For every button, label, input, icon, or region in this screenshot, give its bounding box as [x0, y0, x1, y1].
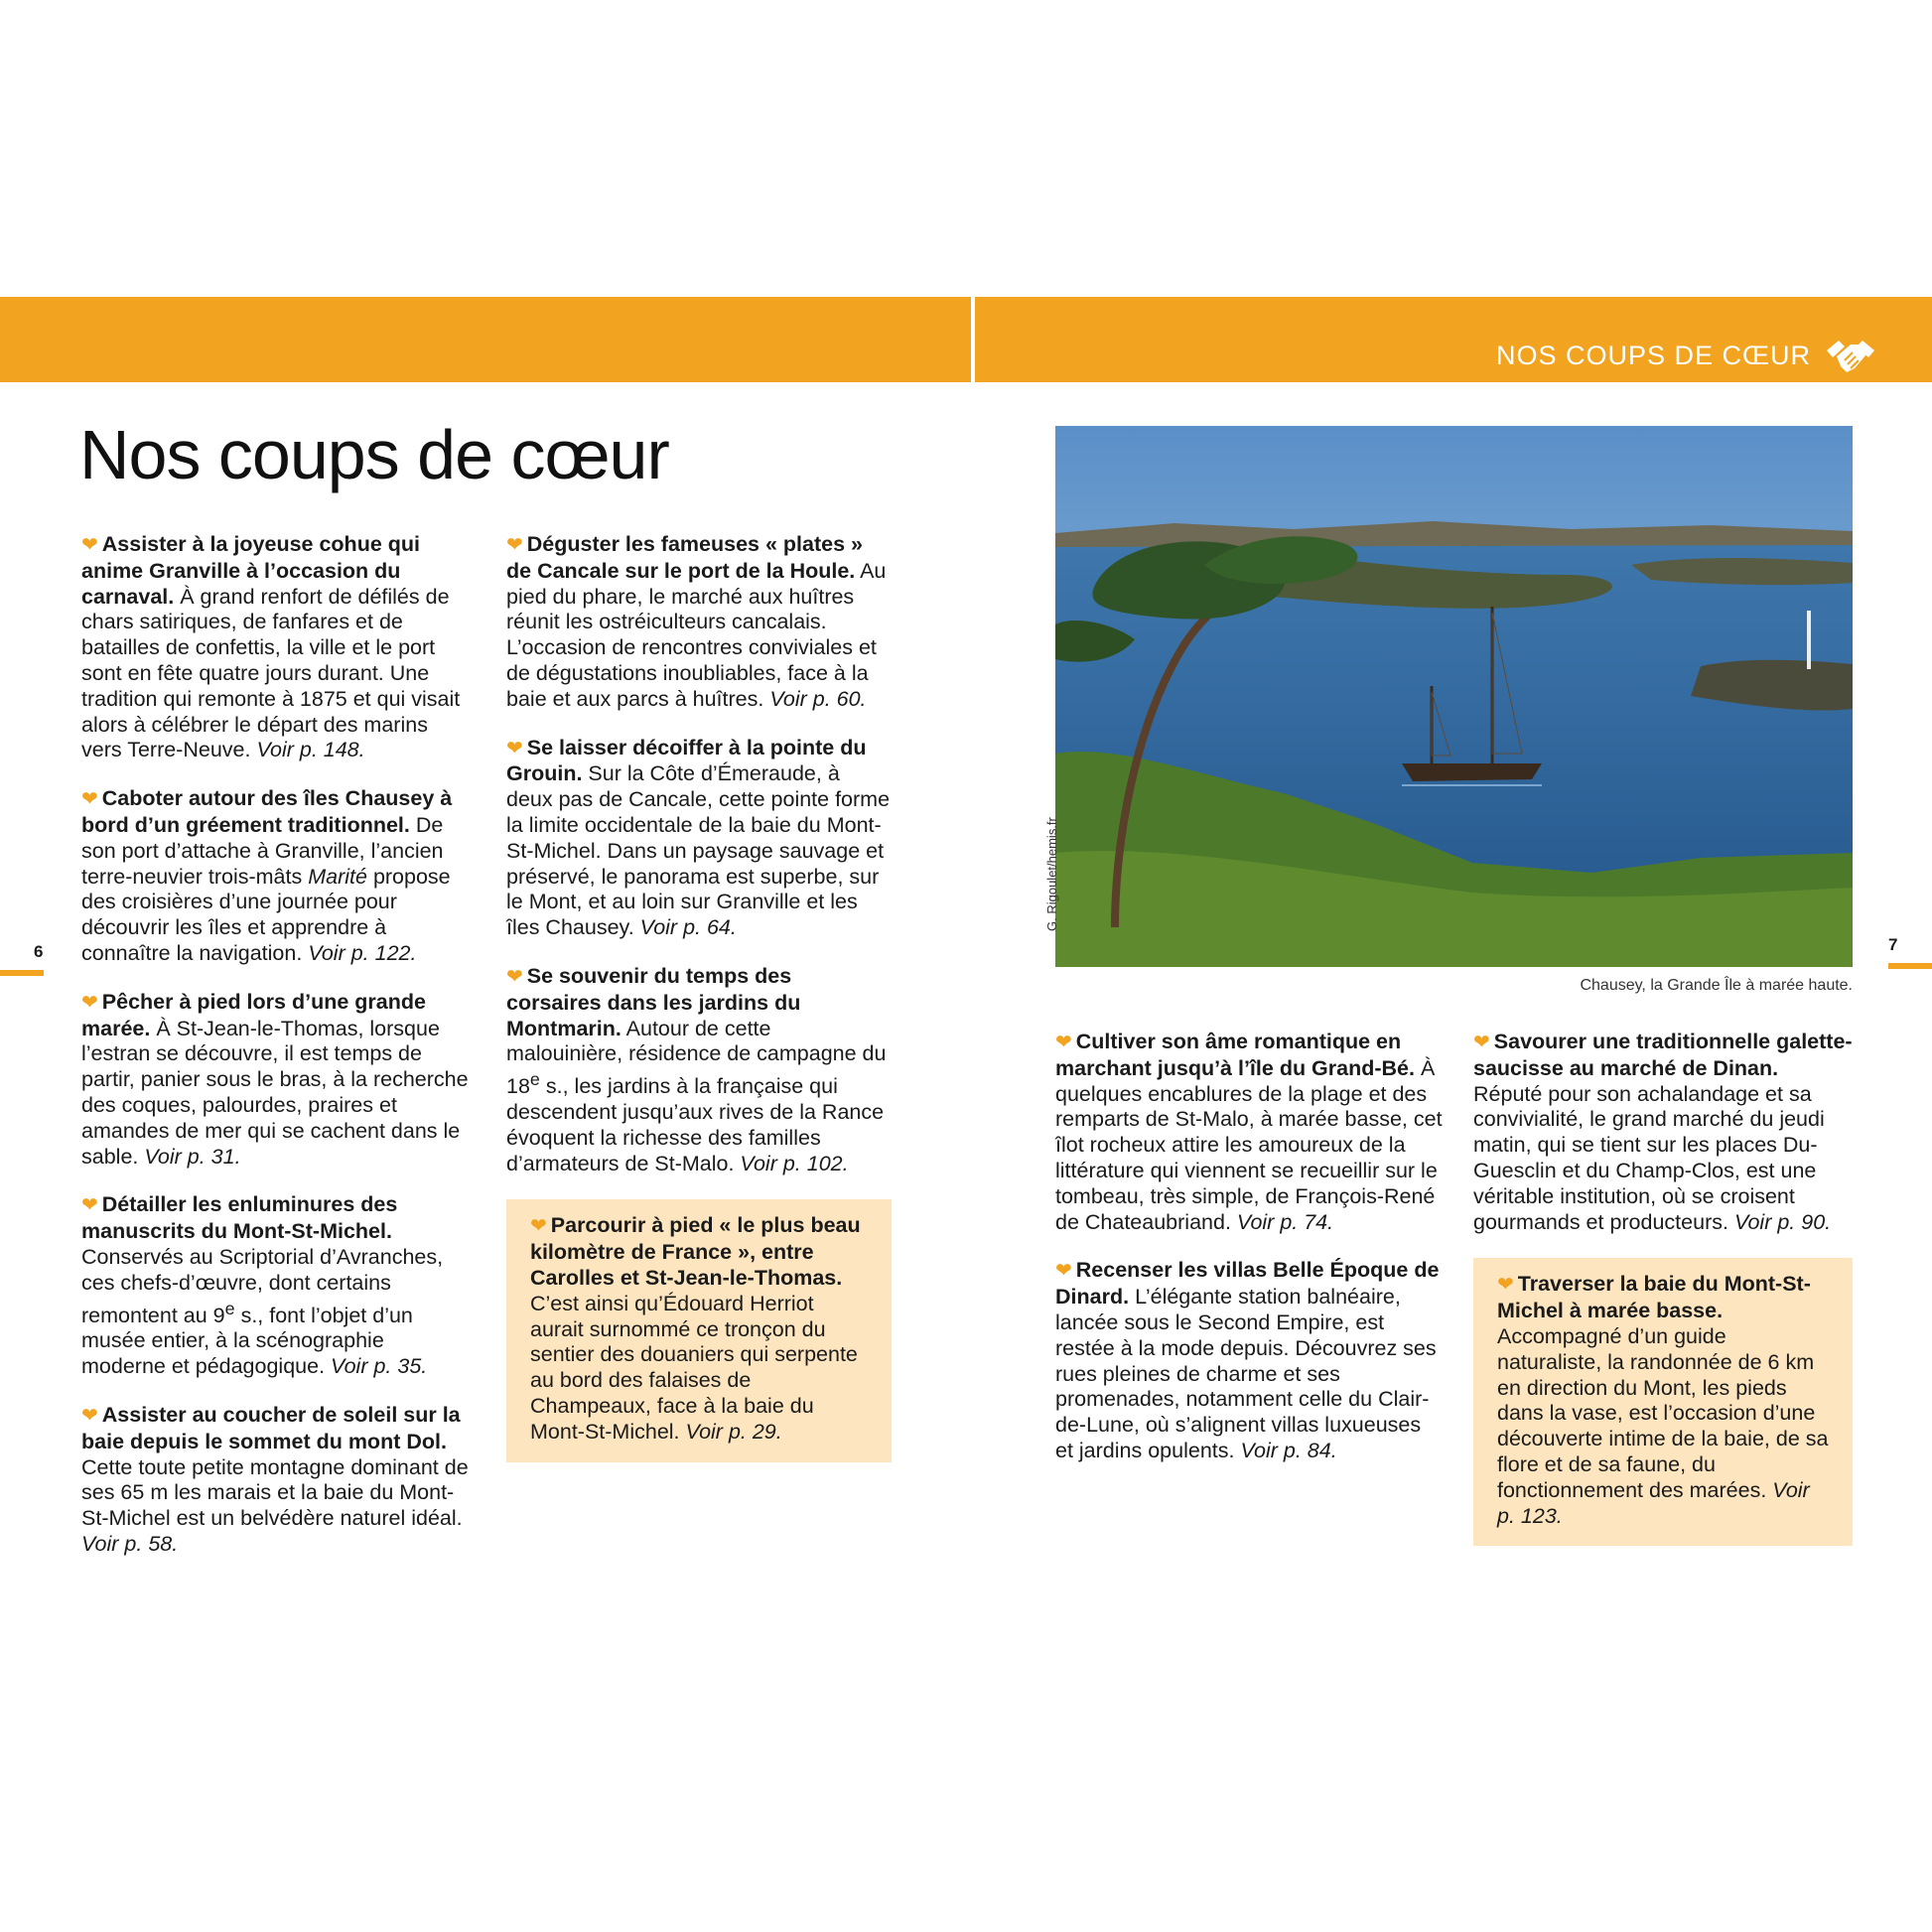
column-4 — [1473, 1030, 1853, 1546]
entry-peche — [81, 990, 469, 1171]
entry-text: Autour de cette malouinière, résidence de campagne du 18 — [506, 1016, 887, 1099]
entry-title: Traverser la baie du Mont-St-Michel à marée basse. — [1497, 1272, 1811, 1323]
entry-ref: Voir p. 29. — [685, 1419, 782, 1444]
entry-text: Sur la Côte d’Émeraude, à deux pas de Cancale, cette pointe forme la limite occidentale de la baie du Mont-St-Michel. Dans un paysage sauvage et préservé, le panorama est superbe, sur le Mont, et au loin sur Granville et les îles Chausey. — [506, 761, 891, 940]
entry-text: Conservés au Scriptorial d’Avranches, ces chefs-d’œuvre, dont certains remontent au 9 — [81, 1244, 444, 1327]
entry-enluminures — [81, 1192, 469, 1380]
highlight-box-carolles — [506, 1199, 892, 1461]
entry-text: s., font l’objet d’un musée entier, à la scénographie moderne et pédagogique. — [81, 1303, 413, 1379]
entry-text: Réputé pour son achalandage et sa convivialité, le grand marché du jeudi matin, qui se tient sur les places Du-Guesclin et du Champ-Clos, est une véritable institution, où se croisent gourmands et producteurs. — [1473, 1081, 1825, 1234]
superscript: e — [224, 1298, 235, 1318]
entry-title: Cultiver son âme romantique en marchant jusqu’à l’île du Grand-Bé. — [1055, 1030, 1415, 1080]
heart-icon: ❤ — [81, 991, 98, 1014]
page-number-left: 6 — [34, 942, 44, 961]
entry-text: C’est ainsi qu’Édouard Herriot aurait surnommé ce tronçon du sentier des douaniers qui serpente au bord des falaises de Champeaux, face à la baie du Mont-St-Michel. — [530, 1291, 858, 1444]
entry-text: À quelques encablures de la plage et des remparts de St-Malo, à marée basse, cet îlot rocheux attire les amoureux de la littérature qui viennent se recueillir sur le tombeau, très simple, de François-René de Chateaubriand. — [1055, 1055, 1443, 1234]
column-2 — [506, 532, 892, 1462]
entry-text: s., les jardins à la française qui descendent jusqu’aux rives de la Rance évoquent la richesse des familles d’armateurs de St-Malo. — [506, 1074, 885, 1175]
entry-ref: Voir p. 64. — [639, 915, 737, 940]
entry-text: À grand renfort de défilés de chars satiriques, de fanfares et de batailles de confettis, la ville et le port sont en fête quatre jours durant. Une tradition qui remonte à 1875 et qui visait alors à célébrer le départ des marins vers Terre-Neuve. — [81, 584, 461, 762]
entry-text: Accompagné d’un guide naturaliste, la randonnée de 6 km en direction du Mont, les pieds dans la vase, est l’occasion d’une découverte intime de la baie, de sa flore et de sa faune, du fonctionnement des marées. — [1497, 1323, 1829, 1502]
header-band-right — [975, 297, 1932, 382]
entry-text: propose des croisières d’une journée pour découvrir les îles et apprendre à connaître la navigation. — [81, 864, 451, 965]
heart-icon: ❤ — [530, 1215, 547, 1238]
photo-credit: G. Rigoulet/hemis.fr — [1044, 817, 1059, 931]
heart-icon: ❤ — [1055, 1260, 1072, 1283]
entry-montmarin — [506, 964, 892, 1177]
superscript: e — [529, 1069, 540, 1090]
entry-text: L’élégante station balnéaire, lancée sous le Second Empire, est restée à la mode depuis. Découvrez ses rues pleines de charme et ses promenades, notamment celle du Clair-de-Lune, où s’alignent villas luxueuses et jardins opulents. — [1055, 1285, 1437, 1462]
handshake-icon — [1825, 337, 1876, 378]
heart-icon: ❤ — [1473, 1032, 1490, 1053]
entry-carolles — [530, 1213, 868, 1445]
entry-grouin — [506, 736, 892, 941]
entry-title: Se laisser décoiffer à la pointe du Grouin. — [506, 735, 867, 786]
entry-dinard — [1055, 1258, 1443, 1463]
entry-ref: Voir p. 58. — [81, 1532, 179, 1557]
photo-caption: Chausey, la Grande Île à marée haute. — [1580, 977, 1853, 994]
page-number-right: 7 — [1888, 935, 1898, 954]
photo-chausey — [1055, 426, 1853, 967]
entry-boat-name: Marité — [308, 864, 367, 889]
heart-icon: ❤ — [81, 534, 98, 556]
entry-title: Assister au coucher de soleil sur la baie depuis le sommet du mont Dol. — [81, 1403, 461, 1453]
heart-icon: ❤ — [81, 788, 98, 811]
header-band-left — [0, 297, 971, 382]
entry-title: Détailler les enluminures des manuscrits du Mont-St-Michel. — [81, 1192, 398, 1244]
entry-ref: Voir p. 31. — [144, 1144, 241, 1169]
entry-chausey — [81, 786, 469, 967]
heart-icon: ❤ — [506, 965, 523, 988]
entry-dinan — [1473, 1030, 1853, 1235]
entry-carnaval — [81, 532, 469, 763]
entry-title: Parcourir à pied « le plus beau kilomètre de France », entre Carolles et St-Jean-le-Thomas. — [530, 1213, 861, 1291]
entry-cancale — [506, 532, 892, 713]
column-1 — [81, 532, 469, 1581]
entry-ref: Voir p. 148. — [256, 738, 365, 762]
entry-title: Pêcher à pied lors d’une grande marée. — [81, 989, 426, 1040]
heart-icon: ❤ — [506, 737, 523, 759]
column-3 — [1055, 1030, 1443, 1487]
heart-icon: ❤ — [81, 1405, 98, 1428]
entry-ref: Voir p. 90. — [1733, 1209, 1832, 1234]
heart-icon: ❤ — [1055, 1032, 1072, 1053]
entry-title: Savourer une traditionnelle galette-saucisse au marché de Dinan. — [1473, 1030, 1853, 1080]
entry-baie — [1497, 1272, 1829, 1529]
entry-title: Se souvenir du temps des corsaires dans les jardins du Montmarin. — [506, 963, 801, 1040]
entry-ref: Voir p. 35. — [331, 1354, 428, 1379]
entry-title: Assister à la joyeuse cohue qui anime Granville à l’occasion du carnaval. — [81, 532, 420, 609]
entry-ref: Voir p. 123. — [1497, 1477, 1810, 1528]
heart-icon: ❤ — [81, 1194, 98, 1217]
entry-ref: Voir p. 74. — [1236, 1209, 1334, 1234]
page-rule-left — [0, 970, 44, 976]
entry-ref: Voir p. 122. — [308, 940, 417, 965]
entry-title: Recenser les villas Belle Époque de Dinard. — [1055, 1258, 1440, 1310]
entry-text: De son port d’attache à Granville, l’ancien terre-neuvier trois-mâts — [81, 812, 444, 889]
entry-title: Déguster les fameuses « plates » de Cancale sur le port de la Houle. — [506, 532, 863, 583]
entry-ref: Voir p. 60. — [769, 686, 867, 711]
entry-ref: Voir p. 84. — [1240, 1438, 1337, 1462]
entry-ref: Voir p. 102. — [740, 1151, 849, 1175]
section-title: NOS COUPS DE CŒUR — [1495, 341, 1811, 370]
heart-icon: ❤ — [506, 534, 523, 556]
entry-mont-dol — [81, 1403, 469, 1558]
page-rule-right — [1888, 963, 1932, 969]
entry-text: Au pied du phare, le marché aux huîtres réunit les ostréiculteurs cancalais. L’occasion de rencontres conviviales et de dégustations inoubliables, face à la baie et aux parcs à huîtres. — [506, 558, 887, 711]
entry-text: Cette toute petite montagne dominant de ses 65 m les marais et la baie du Mont-St-Michel est un belvédère naturel idéal. — [81, 1454, 469, 1531]
page-title: Nos coups de cœur — [79, 416, 669, 493]
heart-icon: ❤ — [1497, 1274, 1514, 1297]
entry-text: À St-Jean-le-Thomas, lorsque l’estran se découvre, il est temps de partir, panier sous le bras, à la recherche des coques, palourdes, praires et amandes de mer qui se cachent dans le sable. — [81, 1016, 469, 1169]
entry-grand-be — [1055, 1030, 1443, 1235]
entry-title: Caboter autour des îles Chausey à bord d’un gréement traditionnel. — [81, 786, 453, 837]
highlight-box-baie — [1473, 1258, 1853, 1546]
